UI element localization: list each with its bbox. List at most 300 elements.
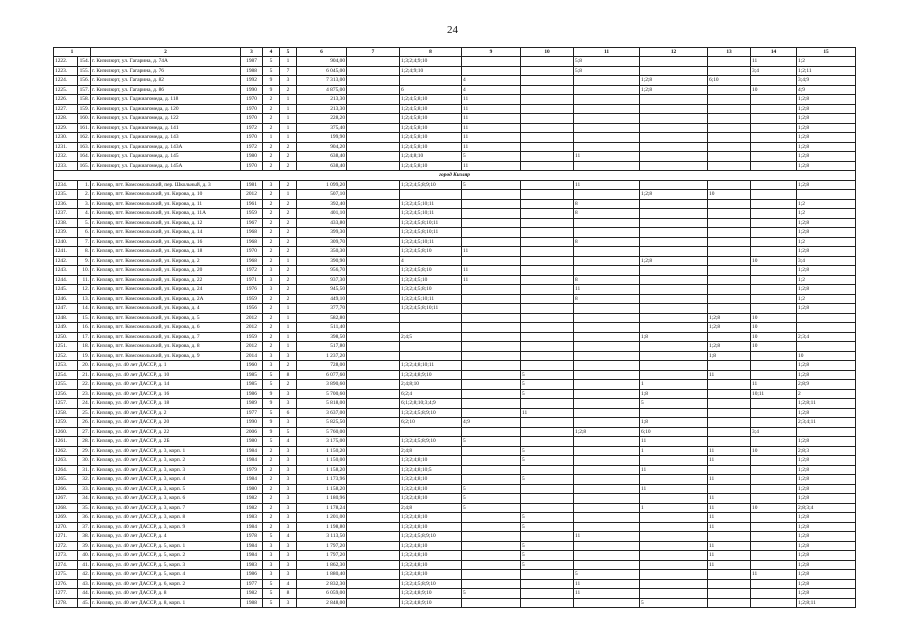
table-cell: [521, 152, 574, 162]
table-cell: 11: [640, 484, 708, 494]
table-cell: 11: [462, 275, 521, 285]
table-cell: 5: [640, 598, 708, 608]
table-row: [54, 209, 856, 219]
table-cell: 1968: [241, 228, 263, 238]
table-cell: 10: [751, 313, 797, 323]
table-cell: 1;3;2;4;8;10: [400, 560, 462, 570]
table-cell: [640, 133, 708, 143]
table-cell: 8: [574, 275, 640, 285]
table-cell: [347, 427, 400, 437]
table-cell: [574, 475, 640, 485]
table-cell: 3: [280, 456, 297, 466]
table-cell: 2: [280, 237, 297, 247]
table-cell: 5;8: [574, 57, 640, 67]
table-cell: 1;3;2;4;5;10: [400, 275, 462, 285]
table-cell: [462, 199, 521, 209]
table-cell: 2: [280, 266, 297, 276]
table-cell: [797, 342, 856, 352]
table-cell: [574, 560, 640, 570]
table-cell: [708, 408, 751, 418]
address-cell: г. Кизилюрт, ул. Гаджиагомеда, д. 145А: [91, 161, 241, 171]
table-cell: 1;3;2;4;5;8;9;10: [400, 437, 462, 447]
table-cell: 1: [280, 342, 297, 352]
table-cell: 1: [263, 133, 280, 143]
table-cell: 3;4: [751, 427, 797, 437]
table-cell: [574, 247, 640, 257]
table-cell: 1;2: [797, 237, 856, 247]
table-row: [54, 228, 856, 238]
table-cell: 1;2;8: [797, 437, 856, 447]
table-cell: 3: [280, 446, 297, 456]
table-cell: 2: [280, 294, 297, 304]
table-cell: 1: [640, 503, 708, 513]
table-cell: 18.: [78, 342, 91, 352]
table-cell: [708, 218, 751, 228]
table-cell: 11: [708, 494, 751, 504]
table-cell: 3: [280, 541, 297, 551]
table-cell: [708, 589, 751, 599]
table-cell: 1256.: [54, 389, 78, 399]
table-cell: 2;4;8;10: [400, 380, 462, 390]
table-cell: [347, 598, 400, 608]
table-cell: [797, 313, 856, 323]
table-cell: [347, 437, 400, 447]
table-cell: 1265.: [54, 475, 78, 485]
table-cell: 4: [280, 532, 297, 542]
table-cell: 401,10: [297, 209, 347, 219]
table-cell: 31.: [78, 465, 91, 475]
table-cell: 2: [263, 190, 280, 200]
table-cell: [751, 275, 797, 285]
table-cell: 1970: [241, 104, 263, 114]
table-cell: 11: [708, 522, 751, 532]
table-cell: 1 797,20: [297, 541, 347, 551]
table-cell: 3: [263, 570, 280, 580]
table-cell: 1;2;4;8;10: [400, 152, 462, 162]
table-cell: [462, 218, 521, 228]
table-cell: 1;3;2;4;5;8;10: [400, 285, 462, 295]
table-cell: 2: [280, 275, 297, 285]
table-cell: 1253.: [54, 361, 78, 371]
table-cell: [462, 342, 521, 352]
table-cell: [708, 427, 751, 437]
address-cell: г. Кизляр, пгт. Комсомольский, ул. Кирова, д. 11А: [91, 209, 241, 219]
table-cell: 5;8: [574, 66, 640, 76]
table-cell: 163.: [78, 142, 91, 152]
table-cell: 5: [263, 57, 280, 67]
table-cell: [708, 465, 751, 475]
table-cell: [521, 589, 574, 599]
table-cell: 35.: [78, 503, 91, 513]
table-cell: 11: [640, 465, 708, 475]
table-cell: 1984: [241, 475, 263, 485]
table-row: [54, 275, 856, 285]
table-cell: [751, 370, 797, 380]
table-cell: 1980: [241, 437, 263, 447]
table-row: [54, 465, 856, 475]
table-cell: 2: [263, 456, 280, 466]
table-cell: 1;3;2;4;8;10;5: [400, 465, 462, 475]
register-body: [54, 48, 856, 608]
table-cell: [708, 570, 751, 580]
table-cell: 1976: [241, 285, 263, 295]
address-cell: г. Кизляр, ул. 40 лет ДАССР, д. 3, корп. 2: [91, 456, 241, 466]
table-cell: 2;4;5: [400, 332, 462, 342]
table-cell: 11: [574, 589, 640, 599]
table-cell: [347, 228, 400, 238]
table-cell: [751, 465, 797, 475]
table-cell: [521, 532, 574, 542]
table-cell: [347, 209, 400, 219]
column-number: 10: [521, 48, 574, 57]
table-cell: [462, 228, 521, 238]
table-cell: [708, 418, 751, 428]
table-cell: [574, 522, 640, 532]
table-cell: 1269.: [54, 513, 78, 523]
table-cell: 728,00: [297, 361, 347, 371]
table-cell: [462, 541, 521, 551]
table-cell: [574, 370, 640, 380]
table-cell: 1984: [241, 446, 263, 456]
table-cell: [708, 133, 751, 143]
table-cell: 10: [751, 342, 797, 352]
column-number: 3: [241, 48, 263, 57]
table-cell: 1 180,96: [297, 494, 347, 504]
table-cell: [521, 218, 574, 228]
table-row: [54, 361, 856, 371]
table-row: [54, 551, 856, 561]
table-cell: 11: [462, 95, 521, 105]
table-cell: [574, 484, 640, 494]
table-cell: 2: [263, 522, 280, 532]
table-cell: 638,40: [297, 152, 347, 162]
table-cell: [462, 389, 521, 399]
table-cell: 4;9: [797, 85, 856, 95]
table-row: [54, 418, 856, 428]
table-cell: 8: [280, 370, 297, 380]
table-cell: 1970: [241, 114, 263, 124]
table-cell: 38.: [78, 532, 91, 542]
table-cell: 3: [263, 351, 280, 361]
table-cell: 161.: [78, 123, 91, 133]
table-cell: 1270.: [54, 522, 78, 532]
table-cell: 1.: [78, 180, 91, 190]
table-cell: [462, 427, 521, 437]
table-cell: 37.: [78, 522, 91, 532]
table-cell: 11: [574, 180, 640, 190]
table-cell: [521, 190, 574, 200]
table-cell: [751, 95, 797, 105]
table-cell: [640, 551, 708, 561]
address-cell: г. Кизляр, пгт. Комсомольский, ул. Кирова, д. 10: [91, 190, 241, 200]
address-cell: г. Кизилюрт, ул. Гаджиагомеда, д. 118: [91, 95, 241, 105]
table-cell: [347, 465, 400, 475]
table-cell: 1;2;8: [797, 104, 856, 114]
table-cell: [751, 199, 797, 209]
address-cell: г. Кизляр, ул. 40 лет ДАССР, д. 18: [91, 399, 241, 409]
table-cell: 1982: [241, 494, 263, 504]
table-cell: 3 175,00: [297, 437, 347, 447]
table-row: [54, 598, 856, 608]
table-cell: 41.: [78, 560, 91, 570]
table-cell: 5: [263, 66, 280, 76]
table-row: [54, 95, 856, 105]
table-cell: 2: [263, 256, 280, 266]
table-row: [54, 532, 856, 542]
address-cell: г. Кизляр, ул. 40 лет ДАССР, д. 3, корп. 5: [91, 484, 241, 494]
table-cell: 20.: [78, 361, 91, 371]
table-cell: 5: [462, 494, 521, 504]
table-cell: 5: [521, 513, 574, 523]
table-cell: [751, 351, 797, 361]
table-cell: [462, 560, 521, 570]
table-cell: [462, 285, 521, 295]
table-cell: [574, 104, 640, 114]
table-cell: [751, 484, 797, 494]
table-cell: 5: [263, 579, 280, 589]
table-cell: 3 890,60: [297, 380, 347, 390]
table-row: [54, 513, 856, 523]
table-cell: 1;2;8: [797, 361, 856, 371]
table-cell: 11: [708, 541, 751, 551]
table-cell: 9.: [78, 256, 91, 266]
table-cell: 1968: [241, 256, 263, 266]
table-cell: [347, 551, 400, 561]
table-cell: 1234.: [54, 180, 78, 190]
table-cell: 2: [280, 161, 297, 171]
table-cell: [574, 598, 640, 608]
address-cell: г. Кизляр, ул. 40 лет ДАССР, д. 2Б: [91, 437, 241, 447]
table-cell: 1;2;8: [797, 532, 856, 542]
table-cell: [521, 237, 574, 247]
table-cell: [400, 313, 462, 323]
table-cell: 1257.: [54, 399, 78, 409]
table-cell: [640, 408, 708, 418]
address-cell: г. Кизляр, пгт. Комсомольский, пер. Школьный, д. 3: [91, 180, 241, 190]
table-cell: 2012: [241, 342, 263, 352]
table-cell: [462, 408, 521, 418]
table-cell: 1968: [241, 237, 263, 247]
table-cell: [640, 209, 708, 219]
table-cell: 1;3;2;4;8;9;10: [400, 589, 462, 599]
table-cell: 5: [521, 551, 574, 561]
table-cell: 3: [280, 570, 297, 580]
address-cell: г. Кизляр, пгт. Комсомольский, ул. Кирова, д. 14: [91, 228, 241, 238]
table-cell: 1;3;2;4;8;10: [400, 551, 462, 561]
table-cell: 6.: [78, 228, 91, 238]
table-cell: 10.: [78, 266, 91, 276]
table-cell: 1989: [241, 399, 263, 409]
table-cell: 3: [280, 389, 297, 399]
table-row: [54, 456, 856, 466]
table-cell: 2: [263, 218, 280, 228]
table-cell: [347, 237, 400, 247]
table-cell: 1;2;8: [797, 304, 856, 314]
table-cell: 2: [263, 123, 280, 133]
table-cell: 1230.: [54, 133, 78, 143]
table-cell: 11: [462, 161, 521, 171]
table-cell: 1;3;2;4;8;10: [400, 484, 462, 494]
table-row: [54, 294, 856, 304]
table-cell: 1246.: [54, 294, 78, 304]
table-cell: 11: [708, 475, 751, 485]
table-cell: 1978: [241, 532, 263, 542]
table-cell: 1: [280, 323, 297, 333]
table-cell: [521, 76, 574, 86]
table-cell: 3: [263, 551, 280, 561]
table-cell: 10;11: [751, 389, 797, 399]
table-cell: [347, 332, 400, 342]
table-row: [54, 323, 856, 333]
table-cell: [521, 313, 574, 323]
table-cell: [708, 104, 751, 114]
table-cell: 2: [280, 142, 297, 152]
table-cell: [574, 266, 640, 276]
table-cell: 1;2;8: [708, 342, 751, 352]
column-number: 7: [347, 48, 400, 57]
table-cell: 1;3;2;4;5;8;9;10: [400, 180, 462, 190]
table-cell: 2;8;3: [797, 446, 856, 456]
table-cell: 1;2;11: [797, 66, 856, 76]
table-cell: [521, 133, 574, 143]
table-cell: 1971: [241, 275, 263, 285]
table-cell: [347, 304, 400, 314]
table-cell: 1972: [241, 266, 263, 276]
table-cell: 1980: [241, 484, 263, 494]
table-cell: [347, 494, 400, 504]
table-cell: [708, 228, 751, 238]
table-cell: [640, 323, 708, 333]
table-cell: 1260.: [54, 427, 78, 437]
table-cell: 2: [263, 332, 280, 342]
table-cell: 1245.: [54, 285, 78, 295]
table-cell: [462, 57, 521, 67]
table-row: [54, 437, 856, 447]
table-cell: 1;3;2;4;5;8;9;10: [400, 408, 462, 418]
table-cell: 1;2;8: [797, 408, 856, 418]
table-cell: 1 237,20: [297, 351, 347, 361]
table-cell: 1;3;2;4;5;10;11: [400, 237, 462, 247]
table-cell: [521, 484, 574, 494]
table-cell: 399,30: [297, 228, 347, 238]
table-cell: [462, 237, 521, 247]
table-cell: 1: [280, 313, 297, 323]
table-cell: 1264.: [54, 465, 78, 475]
table-cell: [347, 294, 400, 304]
column-number: 8: [400, 48, 462, 57]
table-row: [54, 579, 856, 589]
table-cell: [347, 104, 400, 114]
table-cell: 40.: [78, 551, 91, 561]
address-cell: г. Кизилюрт, ул. Гагарина, д. 76: [91, 66, 241, 76]
table-cell: 1236.: [54, 199, 78, 209]
table-cell: [521, 598, 574, 608]
table-cell: 1;2;8: [797, 142, 856, 152]
table-cell: 2: [263, 104, 280, 114]
table-cell: [708, 304, 751, 314]
table-cell: 1990: [241, 85, 263, 95]
table-cell: [521, 275, 574, 285]
table-cell: 1254.: [54, 370, 78, 380]
table-cell: [708, 294, 751, 304]
table-cell: [640, 247, 708, 257]
table-cell: [640, 560, 708, 570]
table-cell: 4.: [78, 209, 91, 219]
table-cell: 1;2;8: [797, 218, 856, 228]
address-cell: г. Кизилюрт, ул. Гаджиагомеда, д. 120: [91, 104, 241, 114]
table-cell: [751, 579, 797, 589]
table-row: [54, 560, 856, 570]
table-cell: [574, 437, 640, 447]
table-cell: [640, 541, 708, 551]
table-cell: 1248.: [54, 313, 78, 323]
table-cell: [347, 570, 400, 580]
table-cell: 4: [280, 579, 297, 589]
table-cell: 5: [521, 541, 574, 551]
address-cell: г. Кизилюрт, ул. Гаджиагомеда, д. 143: [91, 133, 241, 143]
table-cell: 158.: [78, 95, 91, 105]
table-cell: [347, 190, 400, 200]
table-cell: [574, 541, 640, 551]
table-cell: 638,40: [297, 161, 347, 171]
table-cell: 1267.: [54, 494, 78, 504]
table-row: [54, 114, 856, 124]
table-cell: 2: [263, 142, 280, 152]
table-cell: [708, 66, 751, 76]
table-cell: 1240.: [54, 237, 78, 247]
table-cell: [574, 142, 640, 152]
table-cell: 1;2;8: [797, 589, 856, 599]
table-cell: 2: [263, 446, 280, 456]
table-cell: 1;2;4;5;8;10: [400, 142, 462, 152]
table-cell: 904,20: [297, 142, 347, 152]
table-cell: 1278.: [54, 598, 78, 608]
table-cell: 945,50: [297, 285, 347, 295]
address-cell: г. Кизилюрт, ул. Гагарина, д. 86: [91, 85, 241, 95]
table-cell: 5 825,50: [297, 418, 347, 428]
table-cell: 2014: [241, 351, 263, 361]
table-cell: 1;2;8: [797, 456, 856, 466]
table-cell: 1: [640, 380, 708, 390]
table-cell: [708, 256, 751, 266]
city-section-row: [54, 171, 856, 181]
table-cell: 1;2;8: [797, 95, 856, 105]
table-row: [54, 304, 856, 314]
table-cell: 11: [574, 579, 640, 589]
table-cell: 2: [263, 237, 280, 247]
address-cell: г. Кизляр, пгт. Комсомольский, ул. Кирова, д. 20: [91, 266, 241, 276]
table-cell: 21.: [78, 370, 91, 380]
table-cell: [751, 285, 797, 295]
table-cell: 1;2;8: [640, 256, 708, 266]
table-cell: 3: [280, 513, 297, 523]
table-cell: 1970: [241, 247, 263, 257]
table-cell: 5: [521, 456, 574, 466]
table-cell: [574, 399, 640, 409]
table-cell: 1;3;2;4;8;10: [400, 456, 462, 466]
table-cell: [751, 513, 797, 523]
table-cell: 6 077,60: [297, 370, 347, 380]
city-section-title: город Кизляр: [54, 171, 856, 181]
table-cell: [347, 256, 400, 266]
address-cell: г. Кизляр, ул. 40 лет ДАССР, д. 3, корп. 7: [91, 503, 241, 513]
table-cell: [347, 541, 400, 551]
table-cell: [521, 266, 574, 276]
table-cell: 2: [280, 199, 297, 209]
address-cell: г. Кизляр, ул. 40 лет ДАССР, д. 3, корп. 4: [91, 475, 241, 485]
table-cell: [574, 513, 640, 523]
table-cell: 3;4;9: [797, 76, 856, 86]
